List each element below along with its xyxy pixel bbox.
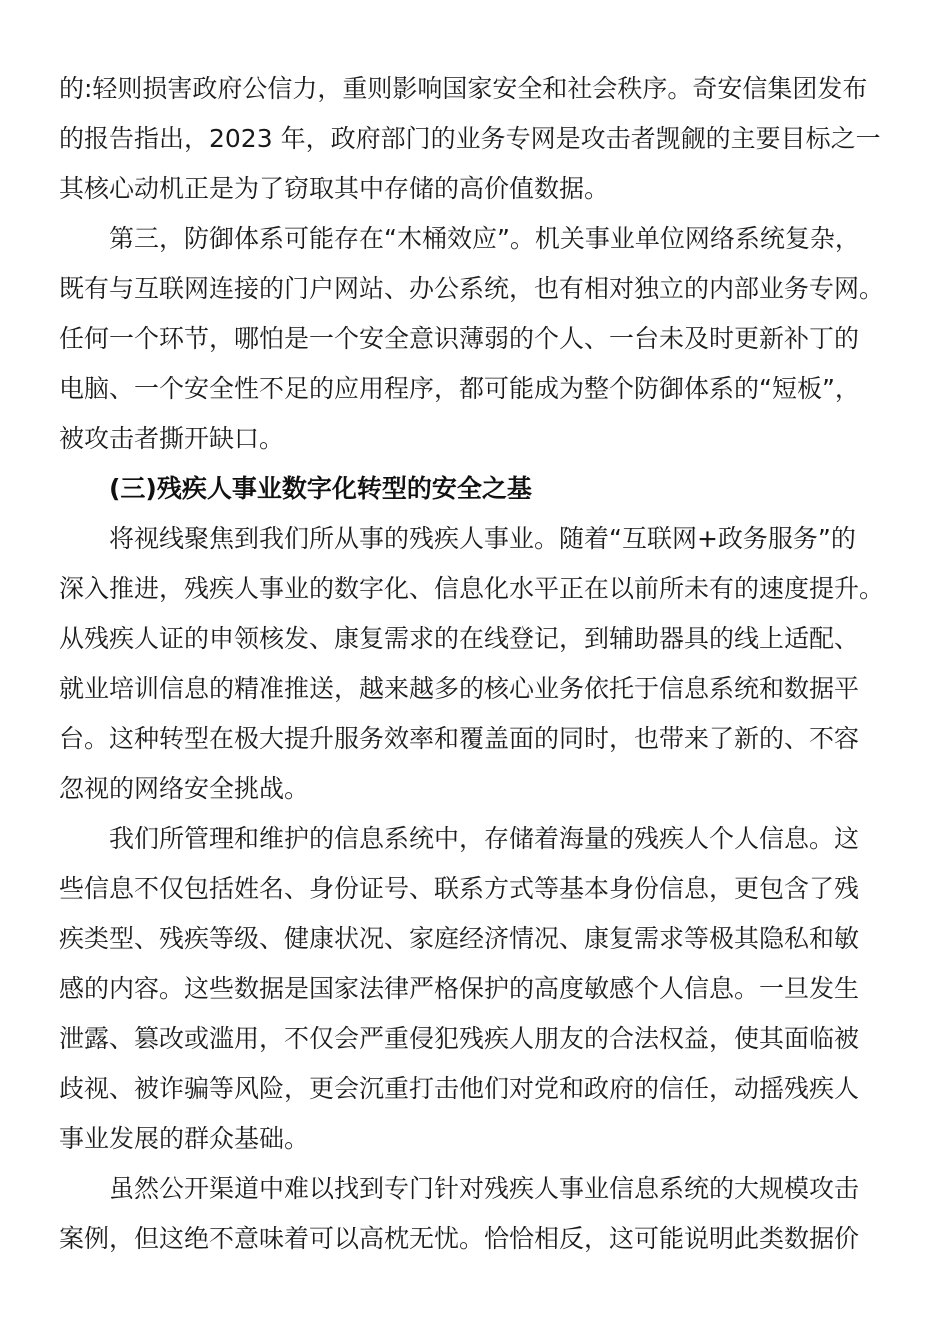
text-line: 任何一个环节，哪怕是一个安全意识薄弱的个人、一台未及时更新补丁的	[59, 324, 860, 353]
text-line: 歧视、被诈骗等风险，更会沉重打击他们对党和政府的信任，动摇残疾人	[59, 1074, 860, 1103]
text-line: 被攻击者撕开缺口。	[59, 424, 285, 453]
text-line: 从残疾人证的申领核发、康复需求的在线登记，到辅助器具的线上适配、	[59, 624, 860, 653]
text-line: 泄露、篡改或滥用，不仅会严重侵犯残疾人朋友的合法权益，使其面临被	[59, 1024, 860, 1053]
text-line: 的报告指出，2023 年，政府部门的业务专网是攻击者觊觎的主要目标之一	[59, 124, 881, 153]
text-line: 疾类型、残疾等级、健康状况、家庭经济情况、康复需求等极其隐私和敏	[59, 924, 860, 953]
section-heading: (三)残疾人事业数字化转型的安全之基	[109, 474, 532, 503]
text-line: 虽然公开渠道中难以找到专门针对残疾人事业信息系统的大规模攻击	[109, 1174, 860, 1203]
text-line: 电脑、一个安全性不足的应用程序，都可能成为整个防御体系的“短板”，	[59, 374, 860, 403]
text-line: 忽视的网络安全挑战。	[59, 774, 310, 803]
text-line: 台。这种转型在极大提升服务效率和覆盖面的同时，也带来了新的、不容	[59, 724, 860, 753]
text-line: 既有与互联网连接的门户网站、办公系统，也有相对独立的内部业务专网。	[59, 274, 885, 303]
text-line: 的:轻则损害政府公信力，重则影响国家安全和社会秩序。奇安信集团发布	[59, 74, 868, 103]
text-line: 事业发展的群众基础。	[59, 1124, 310, 1153]
text-line: 第三，防御体系可能存在“木桶效应”。机关事业单位网络系统复杂，	[109, 224, 860, 253]
text-line: 就业培训信息的精准推送，越来越多的核心业务依托于信息系统和数据平	[59, 674, 860, 703]
text-line: 感的内容。这些数据是国家法律严格保护的高度敏感个人信息。一旦发生	[59, 974, 860, 1003]
text-line: 案例，但这绝不意味着可以高枕无忧。恰恰相反，这可能说明此类数据价	[59, 1224, 860, 1253]
text-line: 其核心动机正是为了窃取其中存储的高价值数据。	[59, 174, 610, 203]
text-line: 些信息不仅包括姓名、身份证号、联系方式等基本身份信息，更包含了残	[59, 874, 860, 903]
text-line: 将视线聚焦到我们所从事的残疾人事业。随着“互联网+政务服务”的	[109, 524, 856, 553]
text-line: 深入推进，残疾人事业的数字化、信息化水平正在以前所未有的速度提升。	[59, 574, 885, 603]
text-line: 我们所管理和维护的信息系统中，存储着海量的残疾人个人信息。这	[109, 824, 860, 853]
